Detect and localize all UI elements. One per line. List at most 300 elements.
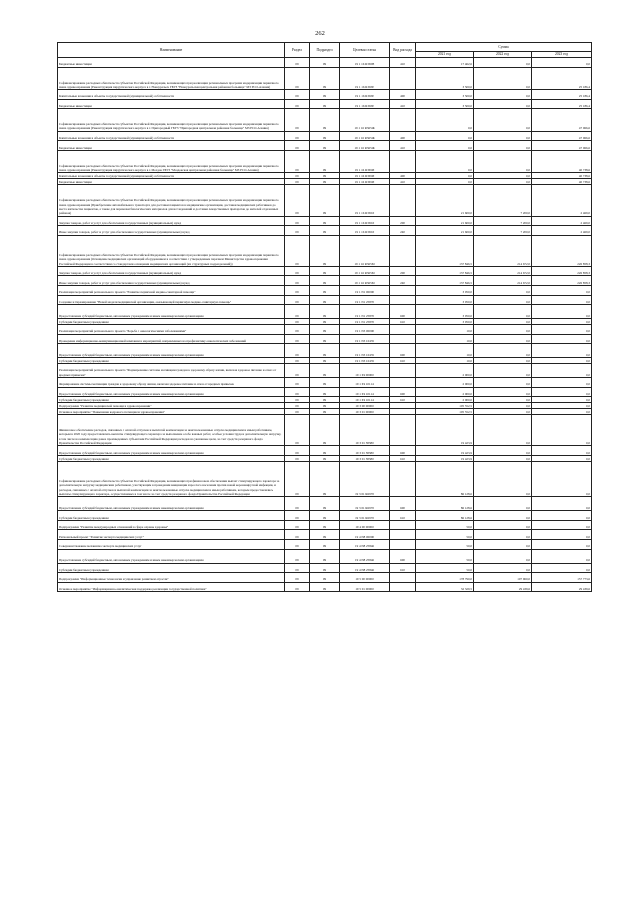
row-section: 09: [285, 141, 310, 151]
table-row: [58, 549, 592, 563]
row-expense-type: [390, 461, 416, 496]
col-header-section: Раздел: [285, 43, 310, 58]
row-subsection: 09: [310, 131, 340, 141]
row-sum-2021: 2 000,0: [416, 387, 474, 397]
row-section: 09: [285, 305, 310, 319]
table-row: [58, 109, 592, 132]
col-header-expense-type: Вид расхода: [390, 43, 416, 58]
row-subsection: 09: [310, 67, 340, 90]
row-section: 09: [285, 325, 310, 335]
row-expense-type: [390, 295, 416, 305]
table-row: [58, 520, 592, 530]
row-expense-type: [390, 573, 416, 583]
row-subsection: 09: [310, 319, 340, 325]
row-target: 19 4 N8 00000: [340, 530, 390, 540]
row-sum-2022: 107 960,0: [474, 573, 532, 583]
row-section: 09: [285, 511, 310, 521]
row-name: Предоставление субсидий бюджетным, автономным учреждениям и иным некоммерческим организациям: [58, 446, 285, 456]
row-sum-2023: 0,0: [532, 415, 592, 446]
row-section: 09: [285, 415, 310, 446]
row-target: 19 1 P4 10114: [340, 387, 390, 397]
row-sum-2023: 0,0: [532, 319, 592, 325]
row-target: 19 3 00 00000: [340, 403, 390, 409]
row-target: 19 1 16 R365М: [340, 235, 390, 266]
row-name: Подпрограмма "Развитие международных отношений в сфере охраны здоровья": [58, 520, 285, 530]
row-section: 09: [285, 109, 310, 132]
row-expense-type: 240: [390, 226, 416, 236]
row-name: Капитальные вложения в объекты государственной (муниципальной) собственности: [58, 90, 285, 100]
row-expense-type: [390, 334, 416, 344]
table-row: [58, 497, 592, 511]
row-sum-2022: 0,0: [474, 530, 532, 540]
row-sum-2022: 7 200,0: [474, 226, 532, 236]
row-subsection: 09: [310, 582, 340, 592]
row-name: Бюджетные инвестиции: [58, 99, 285, 109]
row-sum-2023: 0,0: [532, 520, 592, 530]
row-sum-2023: 2 469,0: [532, 216, 592, 226]
row-expense-type: [390, 109, 416, 132]
row-section: 09: [285, 226, 310, 236]
table-row: [58, 295, 592, 305]
row-section: 09: [285, 99, 310, 109]
row-subsection: 09: [310, 295, 340, 305]
row-sum-2023: 0,0: [532, 446, 592, 456]
row-sum-2021: 86 128,6: [416, 461, 474, 496]
col-header-2023: 2023 год: [532, 52, 592, 58]
row-section: 09: [285, 173, 310, 179]
table-row: [58, 58, 592, 68]
row-subsection: 09: [310, 397, 340, 403]
row-target: 19 3 01 R6970: [340, 461, 390, 496]
row-expense-type: 410: [390, 99, 416, 109]
row-target: 19 3 01 R6970: [340, 497, 390, 511]
row-name: Субсидии бюджетным учреждениям: [58, 511, 285, 521]
row-expense-type: [390, 530, 416, 540]
row-target: 19 1 N1 25870: [340, 319, 390, 325]
row-target: 19 1 16 R365Л: [340, 185, 390, 216]
row-name: Субсидии бюджетным учреждениям: [58, 455, 285, 461]
row-expense-type: 610: [390, 455, 416, 461]
table-row: [58, 150, 592, 173]
table-row: [58, 446, 592, 456]
table-row: [58, 573, 592, 583]
row-sum-2023: 226 858,3: [532, 266, 592, 276]
row-subsection: 09: [310, 461, 340, 496]
row-target: 19 4 N8 25846: [340, 563, 390, 573]
row-sum-2022: 0,0: [474, 364, 532, 378]
table-row: [58, 582, 592, 592]
row-sum-2023: 0,0: [532, 461, 592, 496]
row-sum-2023: 226 858,3: [532, 276, 592, 286]
row-expense-type: 410: [390, 141, 416, 151]
row-section: 09: [285, 409, 310, 415]
row-subsection: 09: [310, 403, 340, 409]
row-sum-2021: 3 050,0: [416, 305, 474, 319]
row-sum-2022: 0,0: [474, 344, 532, 358]
row-expense-type: 400: [390, 131, 416, 141]
row-target: 19 3 01 58380: [340, 415, 390, 446]
row-sum-2023: 0,0: [532, 497, 592, 511]
row-expense-type: 610: [390, 397, 416, 403]
row-target: 19 4 N8 25846: [340, 540, 390, 550]
row-subsection: 09: [310, 185, 340, 216]
page-number: 262: [315, 30, 325, 37]
row-target: 19 1 16 R365Е: [340, 90, 390, 100]
row-expense-type: [390, 185, 416, 216]
row-sum-2022: 0,0: [474, 334, 532, 344]
row-section: 09: [285, 266, 310, 276]
row-subsection: 09: [310, 530, 340, 540]
row-sum-2021: 86 128,6: [416, 497, 474, 511]
row-sum-2023: 0,0: [532, 325, 592, 335]
row-target: 19 1 16 R365И: [340, 173, 390, 179]
row-sum-2021: 3 050,0: [416, 319, 474, 325]
row-sum-2023: 0,0: [532, 387, 592, 397]
table-row: [58, 266, 592, 276]
row-section: 09: [285, 397, 310, 403]
row-name: Основное мероприятие "Информационно-аналитическая поддержка реализации государственной политики": [58, 582, 285, 592]
row-subsection: 09: [310, 276, 340, 286]
row-target: 19 3 01 58380: [340, 455, 390, 461]
row-subsection: 09: [310, 415, 340, 446]
row-subsection: 09: [310, 378, 340, 388]
row-target: 19 1 P4 00000: [340, 364, 390, 378]
row-sum-2021: 21 600,0: [416, 185, 474, 216]
row-section: 09: [285, 455, 310, 461]
table-header: [58, 43, 592, 58]
row-sum-2021: 0,0: [416, 131, 474, 141]
row-expense-type: 610: [390, 563, 416, 573]
row-expense-type: [390, 150, 416, 173]
row-subsection: 09: [310, 99, 340, 109]
row-sum-2021: 19 423,9: [416, 455, 474, 461]
row-subsection: 09: [310, 549, 340, 563]
row-sum-2022: 0,0: [474, 520, 532, 530]
row-section: 09: [285, 446, 310, 456]
row-section: 09: [285, 403, 310, 409]
row-subsection: 09: [310, 563, 340, 573]
row-name: Региональный проект "Развитие экспорта медицинских услуг": [58, 530, 285, 540]
row-sum-2022: 0,0: [474, 397, 532, 403]
row-sum-2023: 0,0: [532, 409, 592, 415]
row-sum-2021: 17 462,6: [416, 58, 474, 68]
row-sum-2022: 0,0: [474, 415, 532, 446]
row-sum-2022: 0,0: [474, 511, 532, 521]
row-target: 19 3 01 58380: [340, 446, 390, 456]
row-sum-2021: 50,0: [416, 563, 474, 573]
row-name: Предоставление субсидий бюджетным, автономным учреждениям и иным некоммерческим организациям: [58, 344, 285, 358]
row-expense-type: 610: [390, 358, 416, 364]
row-name: Софинансирование расходных обязательств субъектов Российской Федерации, возникающих при финансовом обеспечении выплат стимулирующего характера за дополнительную нагрузку медицинским работникам, участвующим в проведении вакцинации взрослого населения против новой коронавирусной инфекции, и расходов, связанных с оплатой отпусков и выплатой компенсации за неиспользованные отпуска медицинским и иным работникам, которым предоставлялись выплаты стимулирующего характера, осуществляемых в том числе за счет средств резервного фонда Правительства Российской Федерации: [58, 461, 285, 496]
row-sum-2021: 10,0: [416, 325, 474, 335]
row-subsection: 09: [310, 446, 340, 456]
row-subsection: 09: [310, 387, 340, 397]
row-target: 19 4 N8 25846: [340, 549, 390, 563]
row-sum-2023: 0,0: [532, 378, 592, 388]
row-expense-type: 600: [390, 344, 416, 358]
row-sum-2023: 0,0: [532, 364, 592, 378]
col-header-2022: 2022 год: [474, 52, 532, 58]
row-target: 19 1 P4 10114: [340, 397, 390, 403]
row-sum-2021: 2 000,0: [416, 364, 474, 378]
row-name: Основное мероприятие "Повышение кадрового потенциала здравоохранения": [58, 409, 285, 415]
row-sum-2021: 0,0: [416, 141, 474, 151]
row-sum-2023: 157 773,6: [532, 573, 592, 583]
row-name: Реализация мероприятий регионального проекта "Борьба с онкологическими заболеваниями": [58, 325, 285, 335]
row-expense-type: [390, 286, 416, 296]
row-section: 09: [285, 185, 310, 216]
row-name: Реализация мероприятий регионального проекта "Развитие первичной медико-санитарной помощи": [58, 286, 285, 296]
row-name: Подпрограмма "Информационные технологии и управление развитием отрасли": [58, 573, 285, 583]
row-sum-2022: 0,0: [474, 150, 532, 173]
row-expense-type: 400: [390, 90, 416, 100]
row-sum-2023: 25 186,4: [532, 90, 592, 100]
row-sum-2021: 10,0: [416, 344, 474, 358]
row-name: Создание и тиражирование "Новой модели медицинской организации, оказывающей первичную медико-санитарную помощь": [58, 295, 285, 305]
row-target: 19 1 16 R365И: [340, 179, 390, 185]
row-section: 09: [285, 286, 310, 296]
row-subsection: 09: [310, 286, 340, 296]
row-expense-type: 600: [390, 549, 416, 563]
row-name: Бюджетные инвестиции: [58, 179, 285, 185]
row-section: 09: [285, 131, 310, 141]
row-sum-2023: 2 469,0: [532, 185, 592, 216]
table-row: [58, 364, 592, 378]
row-sum-2022: 214 672,0: [474, 266, 532, 276]
table-row: [58, 378, 592, 388]
table-row: [58, 216, 592, 226]
row-expense-type: [390, 325, 416, 335]
col-header-sum: Сумма: [416, 43, 592, 52]
row-subsection: 09: [310, 358, 340, 364]
table-row: [58, 131, 592, 141]
row-section: 09: [285, 90, 310, 100]
table-row: [58, 334, 592, 344]
row-sum-2022: 214 672,0: [474, 235, 532, 266]
row-name: Проведение информационно-коммуникационной кампании в мероприятий, направленных на профилактику онкологических заболеваний: [58, 334, 285, 344]
row-sum-2022: 0,0: [474, 305, 532, 319]
row-sum-2021: 3 500,0: [416, 67, 474, 90]
row-sum-2022: 29 439,6: [474, 582, 532, 592]
table-row: [58, 67, 592, 90]
row-sum-2023: 25 186,4: [532, 67, 592, 90]
row-subsection: 09: [310, 173, 340, 179]
row-subsection: 09: [310, 150, 340, 173]
row-sum-2022: 7 200,0: [474, 216, 532, 226]
row-sum-2022: 0,0: [474, 563, 532, 573]
row-sum-2022: 0,0: [474, 387, 532, 397]
row-name: Субсидии бюджетным учреждениям: [58, 319, 285, 325]
row-sum-2021: 19 423,9: [416, 415, 474, 446]
row-name: Софинансирование расходных обязательств субъектов Российской Федерации, возникающих при реализации региональных программ модернизации первичного звена здравоохранения (Реконструкция хирургического корпуса в г. Моздок ГБУЗ "Моздокская центральная районная больница" МЗ РСО-Алания): [58, 150, 285, 173]
row-name: Предоставление субсидий бюджетным, автономным учреждениям и иным некоммерческим организациям: [58, 305, 285, 319]
row-expense-type: [390, 540, 416, 550]
row-target: 19 1 16 R365И: [340, 150, 390, 173]
row-subsection: 09: [310, 58, 340, 68]
row-name: Иные закупки товаров, работ и услуг для обеспечения государственных (муниципальных) нужд: [58, 226, 285, 236]
row-section: 09: [285, 67, 310, 90]
table-row: [58, 387, 592, 397]
row-sum-2021: 50,0: [416, 540, 474, 550]
row-subsection: 09: [310, 409, 340, 415]
row-name: Закупка товаров, работ и услуг для обеспечения государственных (муниципальных) нужд: [58, 216, 285, 226]
row-name: Субсидии бюджетным учреждениям: [58, 358, 285, 364]
row-sum-2023: 47 066,6: [532, 141, 592, 151]
row-expense-type: [390, 67, 416, 90]
row-sum-2022: 0,0: [474, 403, 532, 409]
row-sum-2021: 137 846,5: [416, 266, 474, 276]
row-sum-2022: 0,0: [474, 179, 532, 185]
row-sum-2023: 0,0: [532, 334, 592, 344]
row-sum-2022: 0,0: [474, 455, 532, 461]
row-expense-type: [390, 235, 416, 266]
row-subsection: 09: [310, 90, 340, 100]
row-subsection: 09: [310, 364, 340, 378]
col-header-target: Целевая статья: [340, 43, 390, 58]
row-target: 19 1 N1 25870: [340, 295, 390, 305]
row-target: 19 5 01 00000: [340, 582, 390, 592]
row-sum-2022: 0,0: [474, 409, 532, 415]
row-sum-2023: 0,0: [532, 358, 592, 364]
row-sum-2021: 137 846,5: [416, 235, 474, 266]
table-row: [58, 141, 592, 151]
row-name: Иные закупки товаров, работ и услуг для обеспечения государственных (муниципальных) нужд: [58, 276, 285, 286]
row-section: 09: [285, 319, 310, 325]
table-row: [58, 305, 592, 319]
row-sum-2023: 40 738,6: [532, 179, 592, 185]
row-subsection: 09: [310, 216, 340, 226]
row-target: 19 1 16 R365Л: [340, 226, 390, 236]
row-sum-2021: 19 423,9: [416, 446, 474, 456]
row-expense-type: 600: [390, 497, 416, 511]
row-section: 09: [285, 549, 310, 563]
row-sum-2023: 0,0: [532, 511, 592, 521]
table-row: [58, 530, 592, 540]
table-row: [58, 415, 592, 446]
row-name: Софинансирование расходных обязательств субъектов Российской Федерации, возникающих при реализации региональных программ модернизации первичного звена здравоохранения (Оснащение медицинских организаций оборудованием в соответствии с утвержденным перечнем Министерства здравоохранения Российской Федерации в соответствии со стандартами оснащения медицинских организаций (их структурных подразделений)): [58, 235, 285, 266]
row-expense-type: 600: [390, 446, 416, 456]
row-sum-2023: 40 738,6: [532, 173, 592, 179]
row-section: 09: [285, 520, 310, 530]
col-header-subsection: Подраздел: [310, 43, 340, 58]
row-sum-2022: 0,0: [474, 497, 532, 511]
row-target: 19 1 16 R365Е: [340, 99, 390, 109]
row-subsection: 09: [310, 109, 340, 132]
row-target: 19 1 N3 10435: [340, 358, 390, 364]
row-expense-type: 410: [390, 179, 416, 185]
row-sum-2021: 105 552,5: [416, 409, 474, 415]
row-sum-2021: 2 000,0: [416, 378, 474, 388]
row-expense-type: [390, 415, 416, 446]
row-target: 19 1 N3 10435: [340, 344, 390, 358]
col-header-2021: 2021 год: [416, 52, 474, 58]
row-name: Субсидии бюджетным учреждениям: [58, 397, 285, 403]
row-sum-2021: 2 000,0: [416, 397, 474, 403]
row-sum-2023: 0,0: [532, 540, 592, 550]
table-row: [58, 563, 592, 573]
row-section: 09: [285, 334, 310, 344]
row-name: Бюджетные инвестиции: [58, 58, 285, 68]
row-sum-2023: 0,0: [532, 549, 592, 563]
row-sum-2021: 3 050,0: [416, 286, 474, 296]
row-sum-2023: 226 858,3: [532, 235, 592, 266]
row-name: Формирование системы мотивации граждан к здоровому образу жизни, включая здоровое питание и отказ от вредных привычек: [58, 378, 285, 388]
row-sum-2021: 10,0: [416, 334, 474, 344]
row-sum-2021: 0,0: [416, 109, 474, 132]
row-sum-2022: 0,0: [474, 109, 532, 132]
row-subsection: 09: [310, 235, 340, 266]
row-sum-2022: 0,0: [474, 58, 532, 68]
row-expense-type: 600: [390, 305, 416, 319]
row-sum-2023: 0,0: [532, 530, 592, 540]
row-target: 19 5 00 00000: [340, 573, 390, 583]
table-body: [58, 58, 592, 592]
row-sum-2021: 21 600,0: [416, 226, 474, 236]
row-subsection: 09: [310, 226, 340, 236]
row-subsection: 09: [310, 266, 340, 276]
row-subsection: 09: [310, 179, 340, 185]
row-name: Софинансирование расходных обязательств субъектов Российской Федерации, возникающих при реализации региональных программ модернизации первичного звена здравоохранения (Реконструкция хирургического корпуса в г. Новоуральск ГБУЗ "Новоуральская центральная районная больница" МЗ РСО-Алания): [58, 67, 285, 90]
row-sum-2023: 0,0: [532, 563, 592, 573]
row-target: 19 1 16 R365Л: [340, 216, 390, 226]
row-sum-2021: 86 128,6: [416, 511, 474, 521]
row-sum-2022: 0,0: [474, 319, 532, 325]
row-sum-2021: 10,0: [416, 358, 474, 364]
row-section: 09: [285, 378, 310, 388]
row-subsection: 09: [310, 511, 340, 521]
row-sum-2021: 0,0: [416, 179, 474, 185]
row-name: Бюджетные инвестиции: [58, 141, 285, 151]
row-expense-type: 600: [390, 387, 416, 397]
budget-table: [57, 42, 592, 592]
row-name: Предоставление субсидий бюджетным, автономным учреждениям и иным некоммерческим организациям: [58, 549, 285, 563]
col-header-name: Наименование: [58, 43, 285, 58]
row-sum-2023: 0,0: [532, 286, 592, 296]
row-subsection: 09: [310, 344, 340, 358]
row-target: 19 1 N1 25870: [340, 305, 390, 319]
row-section: 09: [285, 150, 310, 173]
table-row: [58, 511, 592, 521]
row-expense-type: [390, 582, 416, 592]
row-subsection: 09: [310, 573, 340, 583]
row-section: 09: [285, 276, 310, 286]
row-sum-2021: 50,0: [416, 520, 474, 530]
row-sum-2021: 50,0: [416, 549, 474, 563]
table-row: [58, 185, 592, 216]
table-row: [58, 99, 592, 109]
row-sum-2022: 0,0: [474, 286, 532, 296]
row-sum-2023: 0,0: [532, 403, 592, 409]
table-row: [58, 226, 592, 236]
row-subsection: 09: [310, 540, 340, 550]
row-sum-2023: 0,0: [532, 305, 592, 319]
row-sum-2021: 178 790,0: [416, 573, 474, 583]
row-name: Совершенствование механизма экспорта медицинских услуг: [58, 540, 285, 550]
table-row: [58, 286, 592, 296]
row-sum-2023: 0,0: [532, 455, 592, 461]
row-sum-2023: 29 439,6: [532, 582, 592, 592]
row-target: 19 3 01 00000: [340, 409, 390, 415]
row-target: 19 1 16 R365Е: [340, 67, 390, 90]
table-row: [58, 235, 592, 266]
row-sum-2022: 0,0: [474, 446, 532, 456]
row-section: 09: [285, 461, 310, 496]
row-section: 09: [285, 235, 310, 266]
row-sum-2022: 0,0: [474, 461, 532, 496]
row-sum-2023: 0,0: [532, 344, 592, 358]
row-expense-type: 400: [390, 173, 416, 179]
row-sum-2022: 7 200,0: [474, 185, 532, 216]
